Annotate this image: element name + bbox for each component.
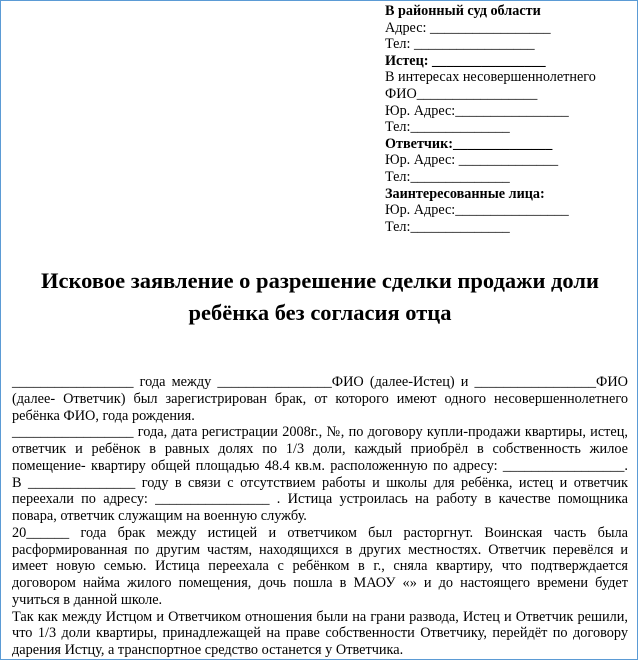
plaintiff-label: Истец: ________________ — [385, 52, 546, 69]
claim-body — [12, 374, 628, 659]
body-line: 20______ года брак между истицей и ответчиком был расторгнут. Воинская часть была — [12, 524, 628, 541]
defendant-address-field: Юр. Адрес: ______________ — [385, 152, 559, 169]
body-line: договором найма жилого помещения, дочь пошла в МАОУ «» и до настоящего времени будет — [12, 575, 628, 591]
document-title-line-2: ребёнка без согласия отца — [188, 300, 452, 325]
body-line: учиться в данной школе. — [12, 591, 163, 608]
court-name: В районный суд области — [385, 3, 541, 19]
addressee-block — [385, 3, 635, 235]
fio-field: ФИО_________________ — [385, 85, 538, 102]
defendant-phone-field: Тел:______________ — [385, 168, 510, 185]
body-line: ребёнка ФИО, года рождения. — [12, 407, 195, 424]
body-line: В _______________ году в связи с отсутствием работы и школы для ребёнка, истец и ответчик — [12, 474, 628, 491]
body-line: ответчик и ребёнок в равных долях по 1/3 доли, каждый приобрёл в собственность жилое — [12, 441, 628, 457]
body-line: помещение- квартиру общей площадью 48.4 кв.м. расположенную по адресу: _________________. — [12, 457, 628, 474]
body-line: _________________ года между ________________ФИО (далее-Истец) и _________________ФИО — [12, 374, 628, 390]
interested-parties-label: Заинтересованные лица: — [385, 185, 545, 202]
body-line: _________________ года, дата регистрации 2008г., №, по договору купли-продажи квартиры, истец, — [12, 424, 628, 441]
body-line: (далее- Ответчик) был зарегистрирован брак, от которого имеют одного несовершеннолетнего — [12, 390, 628, 407]
body-line: Так как между Истцом и Ответчиком отношения были на грани развода, Истец и Ответчик решили, — [12, 608, 628, 625]
body-line: повара, ответчик служащим на военную службу. — [12, 508, 307, 524]
body-line: дарения Истцу, а транспортное средство останется у Ответчика. — [12, 642, 404, 658]
interested-address-field: Юр. Адрес:________________ — [385, 202, 569, 219]
court-phone-field: Тел: _________________ — [385, 36, 535, 53]
interested-phone-field: Тел:______________ — [385, 218, 510, 235]
court-address-field: Адрес: _________________ — [385, 19, 551, 36]
plaintiff-phone-field: Тел:______________ — [385, 119, 510, 136]
body-line: что 1/3 доли квартиры, принадлежащей на праве собственности Ответчику, перейдёт по договору — [12, 625, 628, 642]
body-line: расформированная по другим частям, находящихся в других местностях. Ответчик перевёлся и — [12, 541, 628, 558]
body-line: имеет новую семью. Истица переехала с ребёнком в г., сняла квартиру, что подтверждается — [12, 558, 628, 575]
plaintiff-address-field: Юр. Адрес:________________ — [385, 102, 569, 119]
defendant-label: Ответчик:______________ — [385, 135, 553, 152]
minor-interest-line: В интересах несовершеннолетнего — [385, 69, 596, 86]
body-line: переехали по адресу: ________________ . Истица устроилась на работу в качестве помощника — [12, 491, 628, 508]
document-title-line-1: Исковое заявление о разрешение сделки продажи доли — [41, 268, 599, 293]
